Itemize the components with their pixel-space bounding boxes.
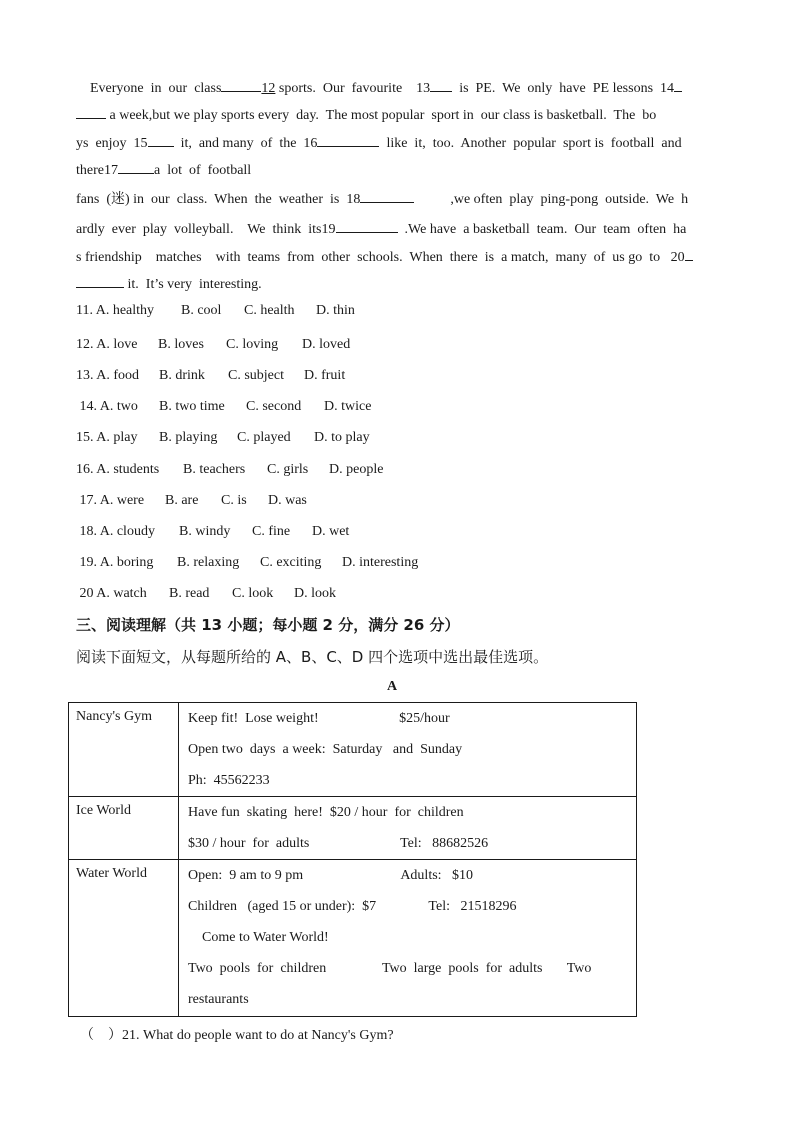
cloze-line-1: Everyone in our class 12 sports. Our favourite 13 is PE. We only have PE lessons 14 [76, 77, 716, 98]
question-21: （ ）21. What do people want to do at Nancy's Gym? [80, 1028, 394, 1043]
blank-12: 12 [261, 81, 276, 96]
options-20: 20 A. watch B. read C. look D. look [76, 586, 336, 601]
ad-row-water [69, 860, 637, 1017]
ad-details: Have fun skating here! $20 / hour for children $30 / hour for adults Tel: 88682526 [179, 797, 637, 860]
blank-11 [221, 77, 261, 92]
cloze-line-7: s friendship matches with teams from other schools. When there is a match, many of us go to 20 [76, 246, 716, 267]
blank-19 [336, 218, 398, 233]
blank-20a [685, 246, 693, 261]
ad-row-gym [69, 703, 637, 797]
cloze-line-4: there17 a lot of football [76, 159, 716, 180]
blank-14a [674, 77, 682, 92]
ads-table [68, 702, 637, 1017]
options-15: 15. A. play B. playing C. played D. to play [76, 430, 370, 445]
options-19: 19. A. boring B. relaxing C. exciting D. interesting [76, 555, 419, 570]
options-18: 18. A. cloudy B. windy C. fine D. wet [76, 524, 350, 539]
ad-name: Water World [69, 860, 179, 1017]
options-13: 13. A. food B. drink C. subject D. fruit [76, 368, 346, 383]
options-16: 16. A. students B. teachers C. girls D. people [76, 462, 384, 477]
cloze-line-3: ys enjoy 15 it, and many of the 16 like it, too. Another popular sport is football and [76, 132, 716, 153]
ad-details: Keep fit! Lose weight! $25/hour Open two days a week: Saturday and Sunday Ph: 45562233 [179, 703, 637, 797]
blank-14b [76, 104, 106, 119]
section-heading: 三、阅读理解（共 13 小题；每小题 2 分，满分 26 分） [76, 616, 460, 634]
cloze-line-6: ardly ever play volleyball. We think its19 .We have a basketball team. Our team often ha [76, 218, 716, 239]
blank-15 [148, 132, 174, 147]
options-12: 12. A. love B. loves C. loving D. loved [76, 337, 351, 352]
cloze-line-5: fans (迷) in our class. When the weather is 18 ,we often play ping-pong outside. We h [76, 188, 716, 209]
section-instruction: 阅读下面短文，从每题所给的 A、B、C、D 四个选项中选出最佳选项。 [76, 648, 549, 666]
passage-label: A [387, 679, 398, 694]
blank-18 [360, 188, 414, 203]
options-14: 14. A. two B. two time C. second D. twice [76, 399, 372, 414]
cloze-line-2: a week,but we play sports every day. The most popular sport in our class is basketball. The bo [76, 104, 716, 125]
ad-details: Open: 9 am to 9 pm Adults: $10 Children (aged 15 or under): $7 Tel: 21518296 Come to Water World! Two pools for children Two large pools for adults Two restaurants [179, 860, 637, 1017]
ad-name: Ice World [69, 797, 179, 860]
options-11: 11. A. healthy B. cool C. health D. thin [76, 303, 355, 318]
blank-20b [76, 273, 124, 288]
blank-16 [317, 132, 379, 147]
blank-13 [430, 77, 452, 92]
blank-17 [118, 159, 154, 174]
ad-row-ice [69, 797, 637, 860]
cloze-line-8: it. It’s very interesting. [76, 273, 716, 294]
ad-name: Nancy's Gym [69, 703, 179, 797]
options-17: 17. A. were B. are C. is D. was [76, 493, 307, 508]
